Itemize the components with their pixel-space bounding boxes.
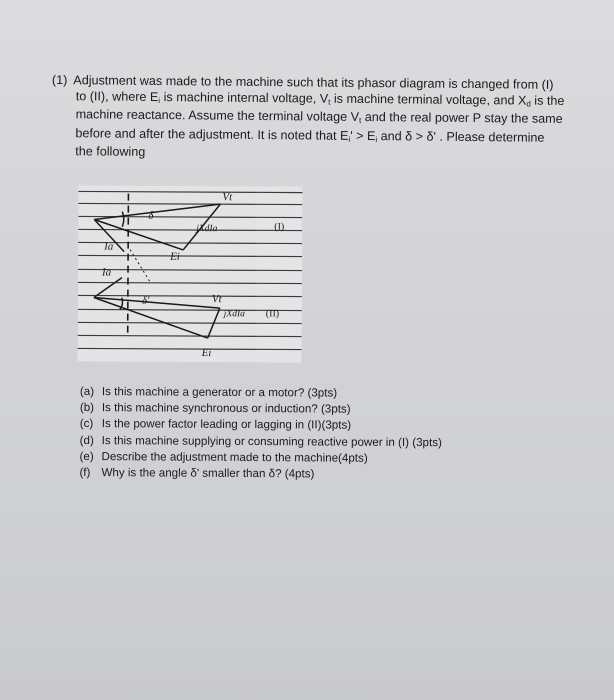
label-I: (I) <box>274 221 285 233</box>
problem-statement <box>51 73 612 165</box>
label-ei-top: Ei <box>170 250 180 263</box>
label-delta-bottom: δ' <box>141 294 150 307</box>
subscript: d <box>526 99 531 109</box>
question-text: Is this machine a generator or a motor? (3pts) <box>101 385 338 400</box>
question-label: (f) <box>79 466 91 480</box>
question-text: Is the power factor leading or lagging in (II)(3pts) <box>101 417 352 433</box>
subscript: t <box>359 115 362 125</box>
question-list <box>79 384 540 484</box>
subscript: i <box>158 95 161 105</box>
label-vt-bottom: Vt <box>211 293 222 306</box>
subscript: t <box>328 97 331 107</box>
question-text: Describe the adjustment made to the machine(4pts) <box>101 449 368 465</box>
label-vt-top: Vt <box>222 191 233 204</box>
question-label: (c) <box>79 417 94 431</box>
label-delta-top: δ <box>148 209 154 222</box>
question-f <box>79 465 539 484</box>
problem-number: (1) <box>51 73 68 88</box>
phasor-diagram <box>78 185 303 362</box>
label-ia-bottom: Ia <box>101 266 112 279</box>
problem-text-2d: is the <box>530 93 565 108</box>
problem-text-1: Adjustment was made to the machine such that its phasor diagram is changed from (I) <box>73 73 554 92</box>
label-jxdia-top: jXdIa <box>196 224 218 235</box>
problem-text-3b: and the real power P stay the same <box>361 109 563 126</box>
question-text: Is this machine synchronous or induction? (3pts) <box>101 401 351 416</box>
problem-text-2b: is machine internal voltage, V <box>160 89 329 106</box>
question-text: Is this machine supplying or consuming reactive power in (I) (3pts) <box>101 433 442 449</box>
label-II: (II) <box>265 308 280 320</box>
problem-text-2a: to (II), where E <box>75 88 159 104</box>
question-label: (b) <box>79 401 95 415</box>
question-label: (d) <box>79 433 94 447</box>
label-jxdia-bottom: jXdIa <box>223 309 245 320</box>
problem-text-4b: ' > E <box>350 128 376 143</box>
problem-text-4a: before and after the adjustment. It is noted that E <box>75 125 349 143</box>
question-text: Why is the angle δ' smaller than δ? (4pts) <box>101 466 315 481</box>
problem-text-3a: machine reactance. Assume the terminal voltage V <box>75 107 360 124</box>
problem-text-4c: and δ > δ' . Please determine <box>377 128 545 145</box>
question-label: (a) <box>79 384 95 399</box>
subscript: i <box>375 134 378 144</box>
label-ia-top: Ia <box>104 240 114 253</box>
problem-text-5: the following <box>75 144 146 159</box>
label-ei-bottom: Ei <box>201 347 212 360</box>
phasor-diagram-figure <box>78 185 303 362</box>
subscript: i <box>348 134 351 144</box>
question-label: (e) <box>79 449 94 463</box>
problem-text-2c: is machine terminal voltage, and X <box>330 91 527 108</box>
